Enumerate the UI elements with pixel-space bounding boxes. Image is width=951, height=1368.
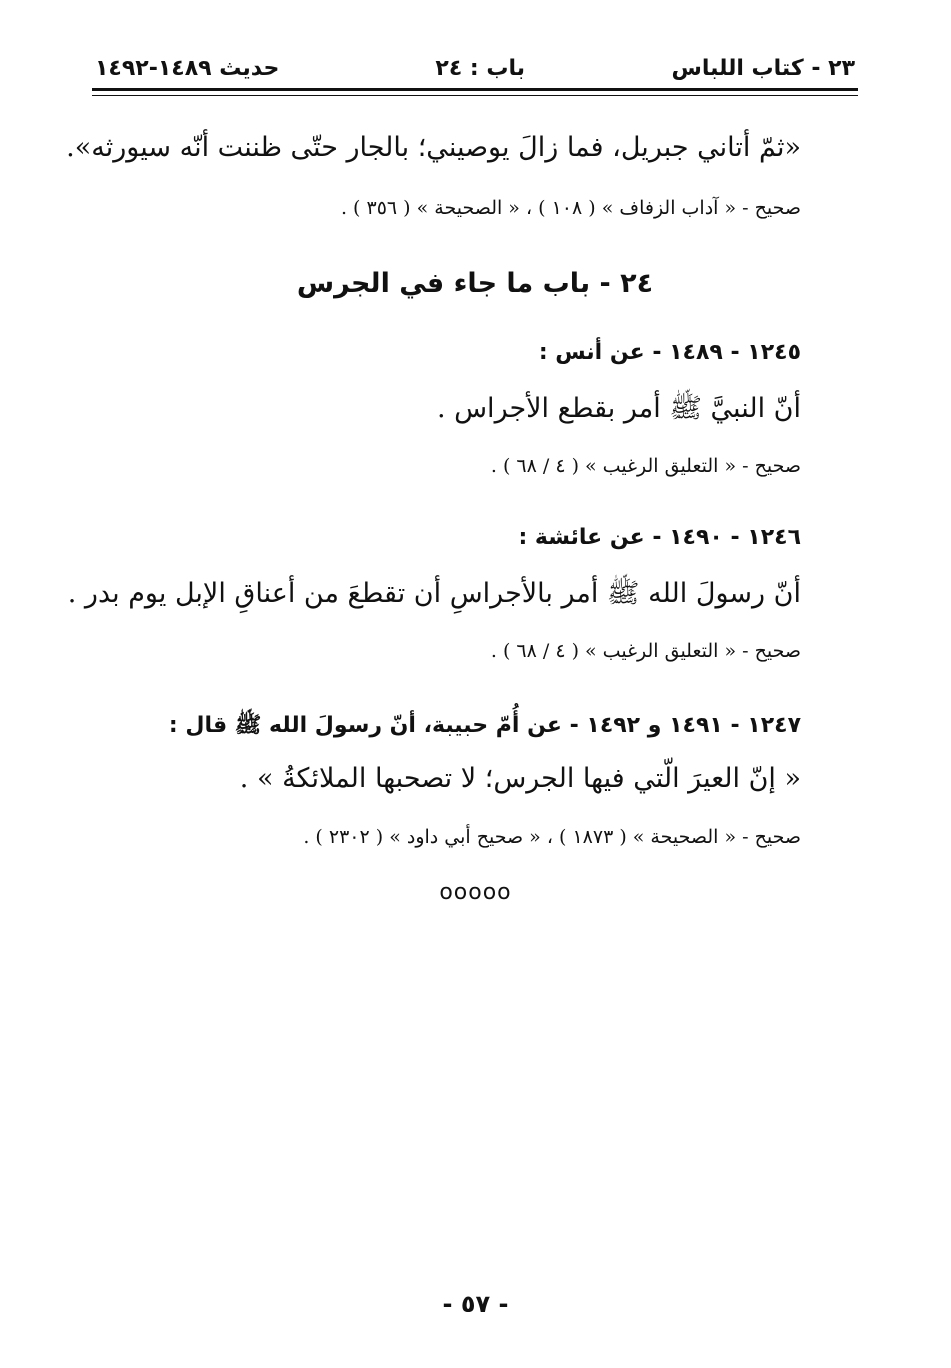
section-divider: ooooo: [439, 880, 512, 905]
section-title: ٢٤ - باب ما جاء في الجرس: [296, 268, 654, 299]
header-rule-thin: [92, 95, 858, 96]
hadith-1-text: أنّ النبيَّ ﷺ أمر بقطع الأجراس .: [436, 393, 801, 424]
hadith-2-grading: صحيح - « التعليق الرغيب » ( ٤ / ٦٨ ) .: [490, 640, 801, 662]
hadith-3-grading: صحيح - « الصحيحة » ( ١٨٧٣ ) ، « صحيح أبي داود » ( ٢٣٠٢ ) .: [303, 826, 801, 848]
header-hadith-range: حديث ١٤٨٩-١٤٩٢: [95, 56, 280, 81]
header-bab: باب : ٢٤: [435, 56, 525, 81]
header-rule-thick: [92, 88, 858, 91]
hadith-2-number-line: ١٢٤٦ - ١٤٩٠ - عن عائشة :: [518, 525, 801, 550]
hadith-3-text: « إنّ العيرَ الّتي فيها الجرس؛ لا تصحبها الملائكةُ » .: [239, 763, 801, 794]
page-number: - ٥٧ -: [442, 1290, 509, 1318]
header-chapter: ٢٣ - كتاب اللباس: [671, 56, 855, 81]
continuation-grading: صحيح - « آداب الزفاف » ( ١٠٨ ) ، « الصحيحة » ( ٣٥٦ ) .: [340, 197, 801, 219]
hadith-2-text: أنّ رسولَ الله ﷺ أمر بالأجراسِ أن تقطعَ من أعناقِ الإبل يوم بدر .: [67, 578, 801, 609]
running-header: [95, 52, 855, 92]
hadith-1-number-line: ١٢٤٥ - ١٤٨٩ - عن أنس :: [538, 340, 801, 365]
hadith-3-number-line: ١٢٤٧ - ١٤٩١ و ١٤٩٢ - عن أُمّ حبيبة، أنّ رسولَ الله ﷺ قال :: [168, 713, 801, 738]
continuation-text: «ثمّ أتاني جبريل، فما زالَ يوصيني؛ بالجار حتّى ظننت أنّه سيورثه».: [66, 132, 801, 163]
hadith-1-grading: صحيح - « التعليق الرغيب » ( ٤ / ٦٨ ) .: [490, 455, 801, 477]
